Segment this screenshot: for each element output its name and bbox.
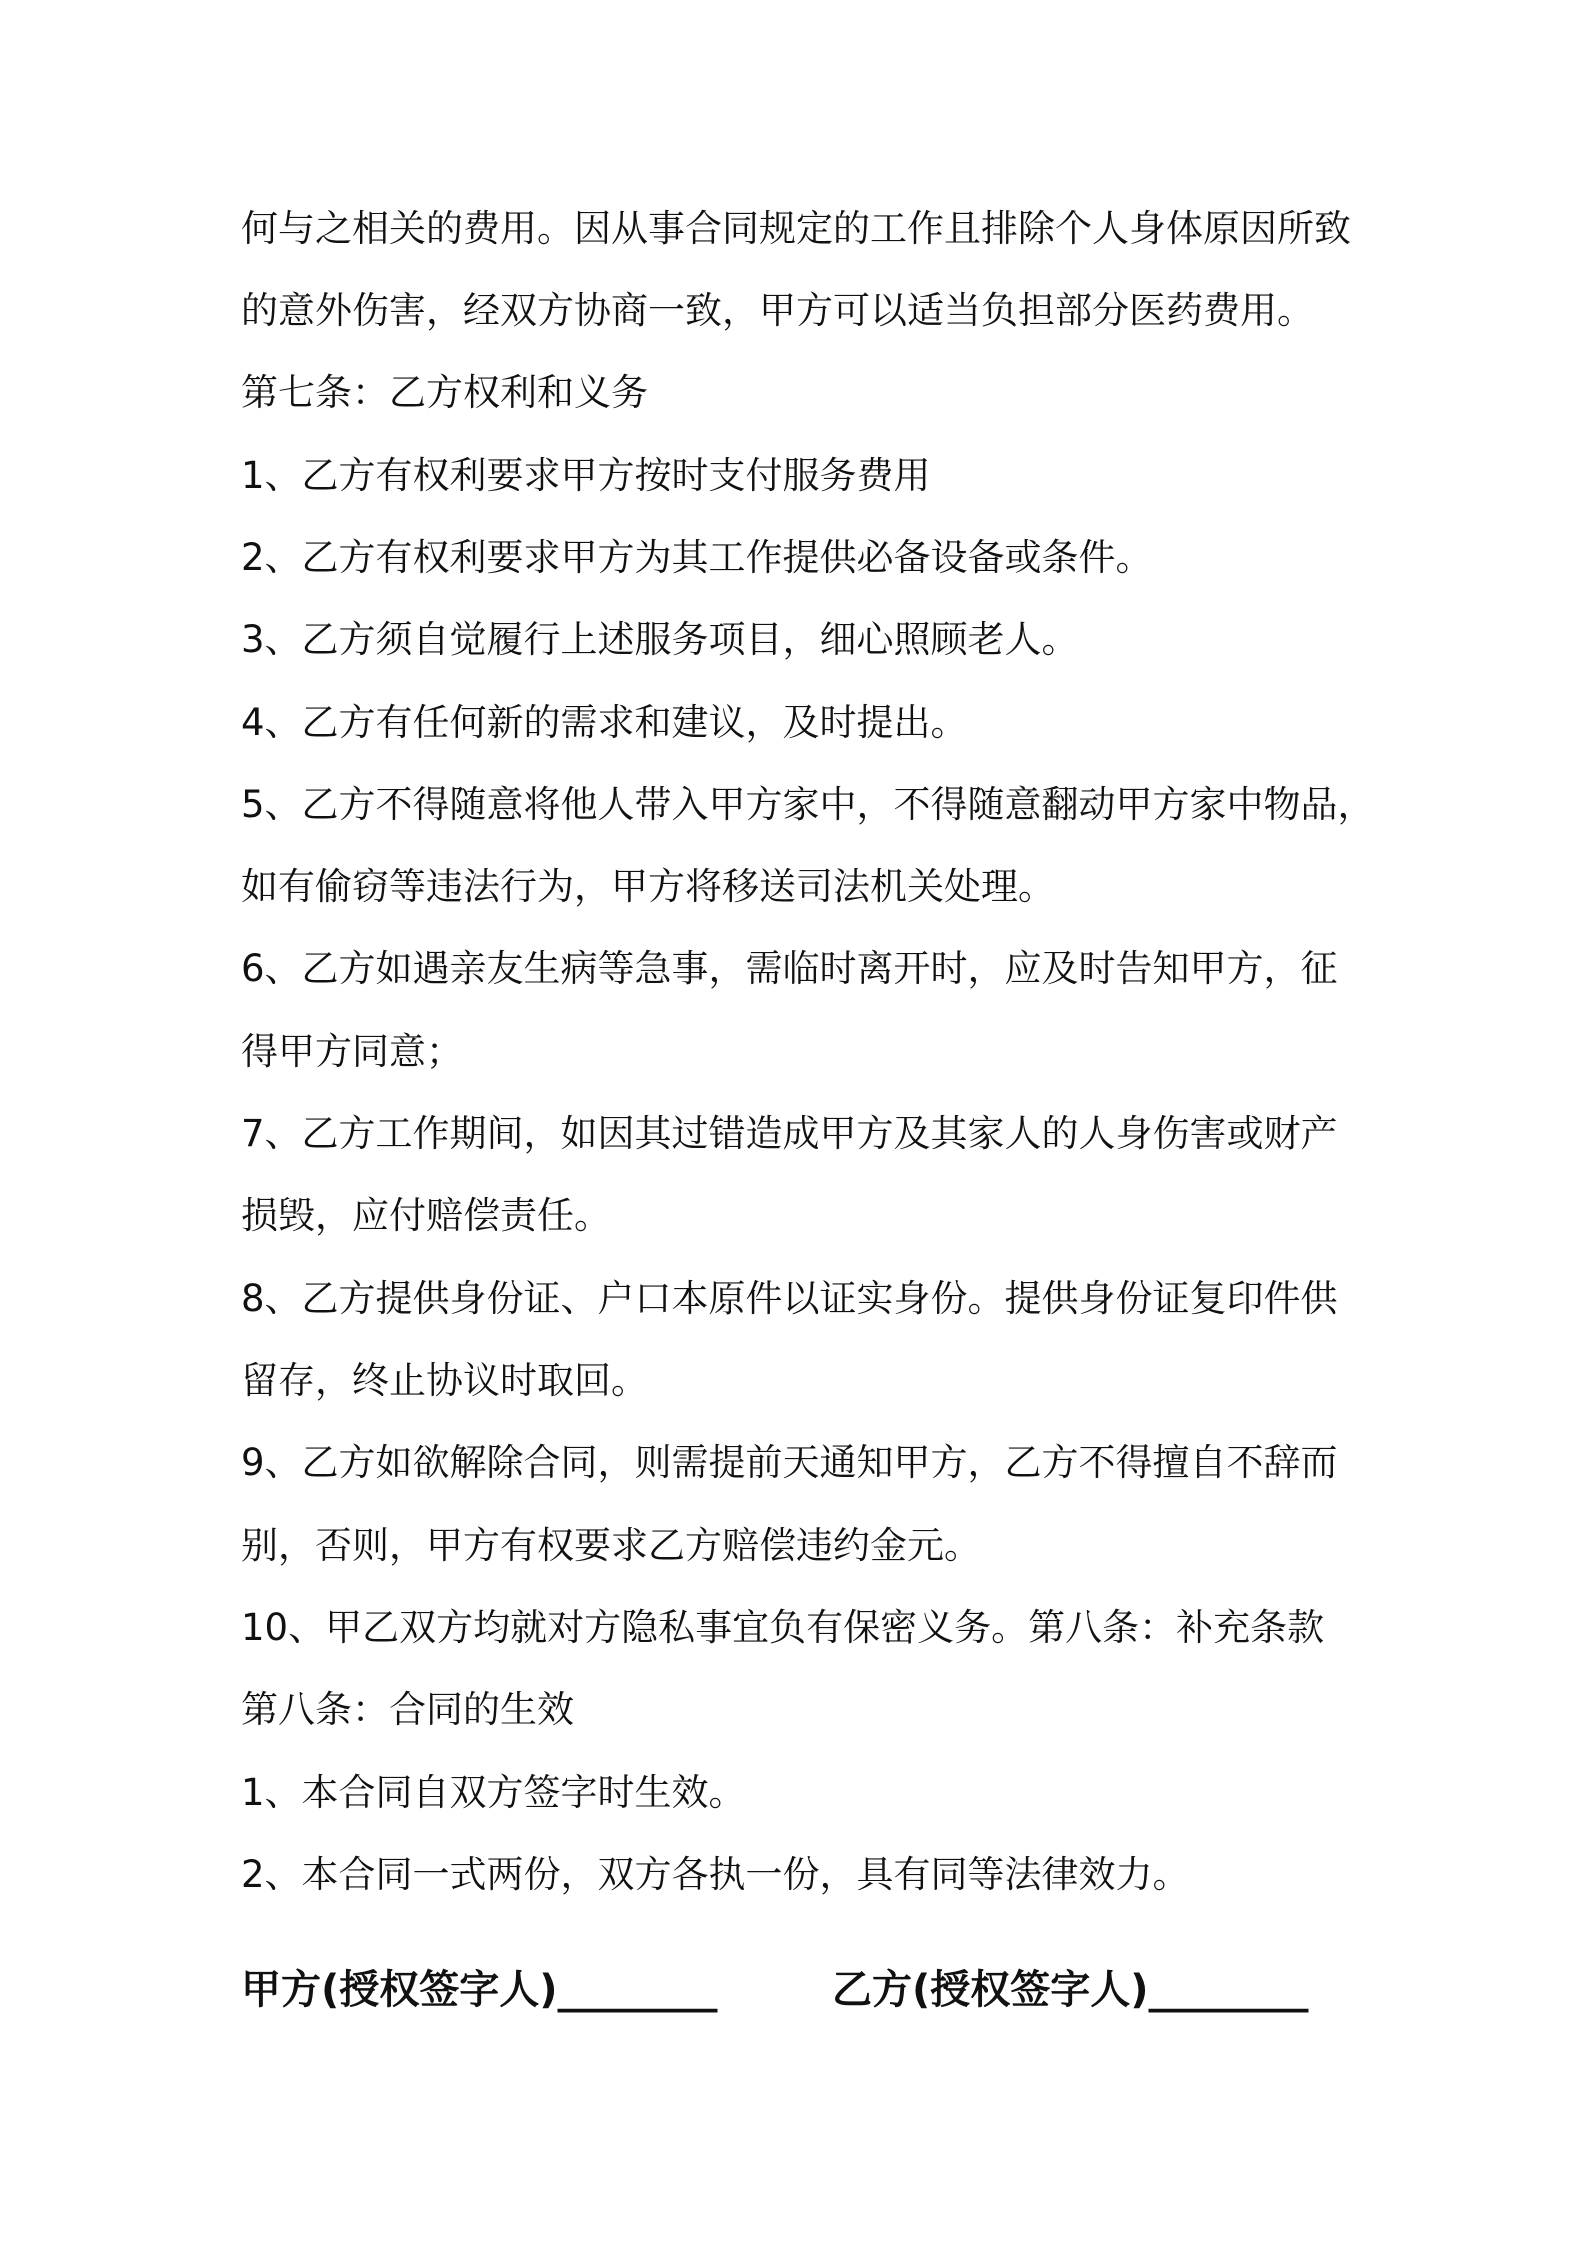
text-line: 1、乙方有权利要求甲方按时支付服务费用 <box>241 454 931 497</box>
text-line: 别，否则，甲方有权要求乙方赔偿违约金元。 <box>241 1524 981 1567</box>
text-line: 1、本合同自双方签字时生效。 <box>241 1771 746 1814</box>
text-line: 7、乙方工作期间，如因其过错造成甲方及其家人的人身伤害或财产 <box>241 1112 1338 1155</box>
text-line: 5、乙方不得随意将他人带入甲方家中，不得随意翻动甲方家中物品， <box>241 783 1375 826</box>
text-line: 10、甲乙双方均就对方隐私事宜负有保密义务。第八条：补充条款 <box>241 1606 1325 1649</box>
party-b-signature-line: 乙方(授权签字人)________ <box>832 1967 1309 2013</box>
text-line: 如有偷窃等违法行为，甲方将移送司法机关处理。 <box>241 865 1055 908</box>
text-line: 损毁，应付赔偿责任。 <box>241 1194 611 1237</box>
text-line: 留存，终止协议时取回。 <box>241 1359 648 1402</box>
party-a-signature-line: 甲方(授权签字人)________ <box>241 1967 718 2013</box>
section-heading: 第八条：合同的生效 <box>241 1688 574 1731</box>
text-line: 得甲方同意； <box>241 1030 463 1073</box>
text-line: 的意外伤害，经双方协商一致，甲方可以适当负担部分医药费用。 <box>241 289 1314 332</box>
text-line: 8、乙方提供身份证、户口本原件以证实身份。提供身份证复印件供 <box>241 1277 1338 1320</box>
text-line: 2、乙方有权利要求甲方为其工作提供必备设备或条件。 <box>241 536 1153 579</box>
text-line: 4、乙方有任何新的需求和建议，及时提出。 <box>241 701 968 744</box>
text-line: 何与之相关的费用。因从事合同规定的工作且排除个人身体原因所致 <box>241 207 1351 250</box>
text-line: 2、本合同一式两份，双方各执一份，具有同等法律效力。 <box>241 1853 1190 1896</box>
section-heading: 第七条：乙方权利和义务 <box>241 371 648 414</box>
text-line: 6、乙方如遇亲友生病等急事，需临时离开时，应及时告知甲方，征 <box>241 947 1338 990</box>
text-line: 9、乙方如欲解除合同，则需提前天通知甲方，乙方不得擅自不辞而 <box>241 1441 1338 1484</box>
text-line: 3、乙方须自觉履行上述服务项目，细心照顾老人。 <box>241 618 1079 661</box>
